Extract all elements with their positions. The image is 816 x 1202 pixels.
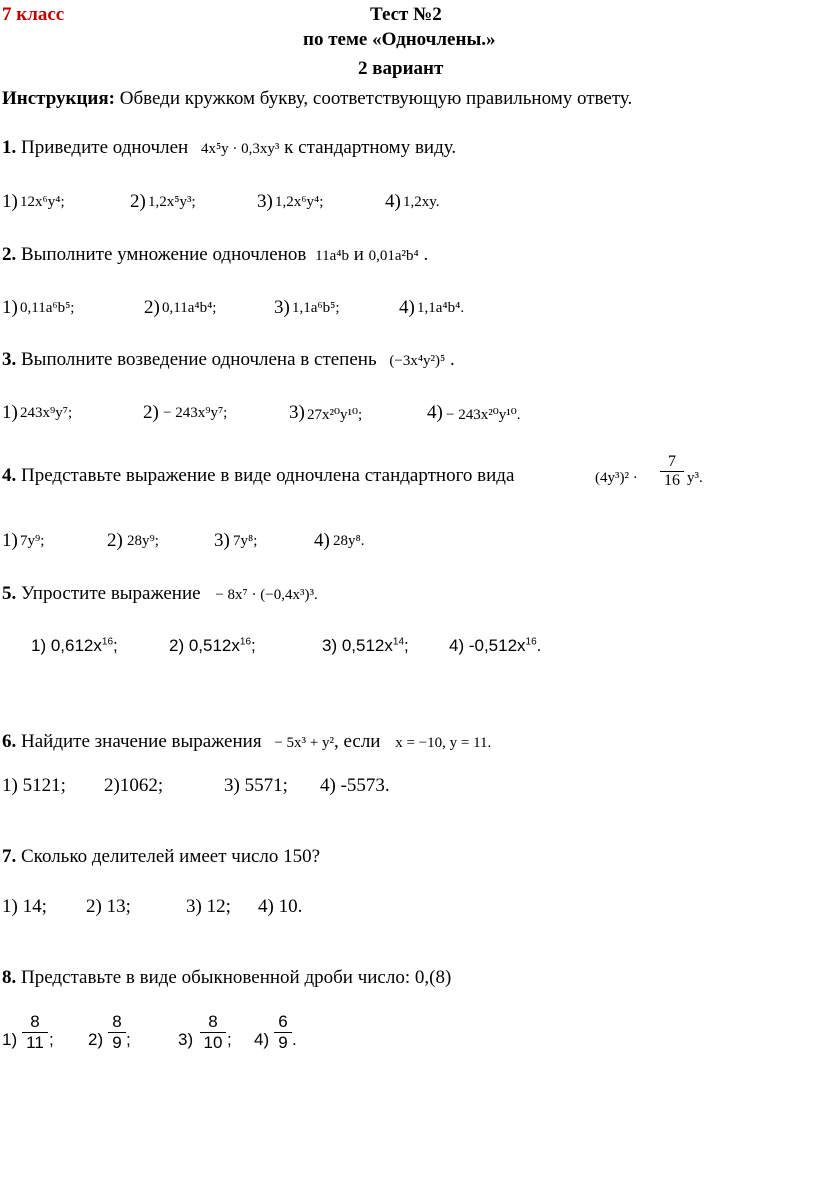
answer-label: 1): [2, 297, 18, 318]
answer-label: 1): [2, 402, 18, 423]
answer-option: 2)1062;: [104, 775, 164, 796]
fraction-numerator: 8: [108, 1012, 126, 1033]
grade-label: 7 класс: [2, 4, 65, 25]
answer-end: ;: [49, 1030, 54, 1049]
test-topic: по теме «Одночлены.»: [303, 29, 496, 50]
answer-end: ;: [113, 636, 118, 655]
expression: 0,01a²b⁴: [368, 248, 419, 264]
answer-value: − 243x²⁰y¹⁰.: [446, 407, 521, 423]
answer-label: 4): [399, 297, 415, 318]
question-number: 4.: [2, 465, 17, 486]
answer-value: 28y⁹;: [127, 533, 159, 549]
question-text: Найдите значение выражения: [16, 731, 262, 752]
answer-option: 3) 5571;: [224, 775, 288, 796]
answer-label: 2): [130, 191, 146, 212]
answer-exponent: 14: [392, 636, 405, 648]
expression: 4x⁵y · 0,3xy³: [200, 141, 280, 157]
answer-option: [449, 636, 541, 656]
answer-value: 1,2x⁵y³;: [148, 194, 196, 210]
question-text: Выполните умножение одночленов: [16, 244, 307, 265]
answer-label: 1): [2, 1030, 18, 1049]
question-number: 5.: [2, 583, 17, 604]
answer-base: 3) 0,512x: [322, 636, 393, 655]
answer-exponent: 16: [525, 636, 537, 648]
question-tail: .: [418, 244, 429, 265]
expression: y³.: [687, 470, 703, 486]
answer-label: 3): [274, 297, 290, 318]
answer-end: ;: [404, 636, 409, 655]
question-7: [2, 846, 320, 868]
test-title: Тест №2: [370, 4, 442, 25]
answer-value: 1,1a⁴b⁴.: [417, 300, 465, 316]
answer-value: 27x²⁰y¹⁰;: [307, 407, 363, 423]
answer-label: 2): [144, 297, 160, 318]
answer-label: 3): [214, 530, 230, 551]
fraction-denominator: 16: [664, 472, 680, 489]
answer-label: 2): [143, 402, 159, 423]
answer-value: 28y⁸.: [333, 533, 365, 549]
fraction-numerator: 7: [660, 453, 684, 472]
answer-option: 2) 13;: [86, 896, 131, 917]
expression: − 8x⁷ · (−0,4x³)³.: [215, 587, 318, 603]
answer-exponent: 16: [101, 636, 114, 648]
expression: − 5x³ + y²: [274, 735, 334, 751]
fraction-numerator: 8: [200, 1012, 226, 1033]
question-number: 3.: [2, 349, 17, 370]
answer-value: 12x⁶y⁴;: [20, 194, 65, 210]
question-8: [2, 967, 451, 989]
fraction-denominator: 9: [278, 1033, 288, 1052]
answer-label: 4): [254, 1030, 270, 1049]
answer-option: 4) -5573.: [320, 775, 390, 796]
question-text: Выполните возведение одночлена в степень: [16, 349, 377, 370]
question-text: Сколько делителей имеет число 150?: [16, 846, 321, 867]
fraction: [22, 1012, 48, 1053]
variant-label: 2 вариант: [358, 58, 444, 79]
question-number: 8.: [2, 967, 17, 988]
fraction-denominator: 11: [26, 1033, 44, 1052]
question-number: 6.: [2, 731, 17, 752]
answer-label: 4): [314, 530, 330, 551]
answer-end: ;: [126, 1030, 131, 1049]
answer-option: 1) 14;: [2, 896, 47, 917]
question-5: [2, 583, 318, 605]
answer-label: 4): [385, 191, 401, 212]
fraction: [200, 1012, 226, 1053]
instruction-text: Обведи кружком букву, соответствующую правильному ответу.: [115, 88, 633, 109]
answer-label: 3): [257, 191, 273, 212]
answer-label: 3): [178, 1030, 194, 1049]
expression: (4y³)² ·: [595, 470, 638, 486]
answer-value: 1,2x⁶y⁴;: [275, 194, 324, 210]
condition: x = −10, y = 11.: [395, 735, 492, 751]
question-tail: к стандартному виду.: [279, 137, 457, 158]
answer-option: 1) 5121;: [2, 775, 66, 796]
instruction: [2, 88, 632, 110]
answer-end: .: [292, 1030, 297, 1049]
answer-end: .: [536, 636, 542, 655]
answer-value: 243x⁹y⁷;: [20, 405, 73, 421]
answer-exponent: 16: [239, 636, 252, 648]
answer-base: 4) -0,512x: [449, 636, 526, 655]
question-1: [2, 137, 456, 159]
question-text: Приведите одночлен: [16, 137, 189, 158]
fraction-denominator: 10: [203, 1033, 223, 1052]
question-text: Представьте выражение в виде одночлена стандартного вида: [16, 465, 515, 486]
answer-option: [322, 636, 409, 656]
answer-label: 1): [2, 530, 18, 551]
answer-label: 4): [427, 402, 443, 423]
answer-option: 4) 10.: [258, 896, 303, 917]
answer-option: [31, 636, 118, 656]
question-2: [2, 244, 428, 266]
answer-value: 7y⁸;: [233, 533, 258, 549]
question-text: Упростите выражение: [16, 583, 201, 604]
question-number: 2.: [2, 244, 17, 265]
question-6: [2, 731, 491, 753]
question-text: Представьте в виде обыкновенной дроби число: 0,(8): [16, 967, 452, 988]
question-mid: и: [348, 244, 369, 265]
answer-label: 3): [289, 402, 305, 423]
answer-value: − 243x⁹y⁷;: [163, 405, 228, 421]
answer-label: 2): [107, 530, 123, 551]
expression: 11a⁴b: [315, 248, 349, 264]
answer-option: [169, 636, 256, 656]
question-number: 1.: [2, 137, 17, 158]
answer-base: 1) 0,612x: [31, 636, 102, 655]
fraction: [274, 1012, 292, 1053]
answer-end: ;: [227, 1030, 232, 1049]
fraction-numerator: 8: [22, 1012, 48, 1033]
answer-value: 0,11a⁴b⁴;: [162, 300, 217, 316]
fraction: [108, 1012, 126, 1053]
answer-value: 1,2xy.: [403, 194, 440, 210]
question-tail: .: [445, 349, 455, 370]
question-number: 7.: [2, 846, 17, 867]
question-4: [2, 465, 514, 487]
answer-end: ;: [251, 636, 256, 655]
instruction-label: Инструкция:: [2, 88, 115, 109]
answer-value: 0,11a⁶b⁵;: [20, 300, 75, 316]
answer-option: 3) 12;: [186, 896, 231, 917]
expression: (−3x⁴y²)⁵: [389, 353, 446, 369]
answer-label: 1): [2, 191, 18, 212]
answer-label: 2): [88, 1030, 104, 1049]
question-mid: , если: [333, 731, 381, 752]
fraction-numerator: 6: [274, 1012, 292, 1033]
answer-value: 1,1a⁶b⁵;: [292, 300, 340, 316]
question-3: [2, 349, 455, 371]
answer-base: 2) 0,512x: [169, 636, 240, 655]
fraction-denominator: 9: [112, 1033, 122, 1052]
answer-value: 7y⁹;: [20, 533, 45, 549]
fraction: [660, 453, 684, 490]
